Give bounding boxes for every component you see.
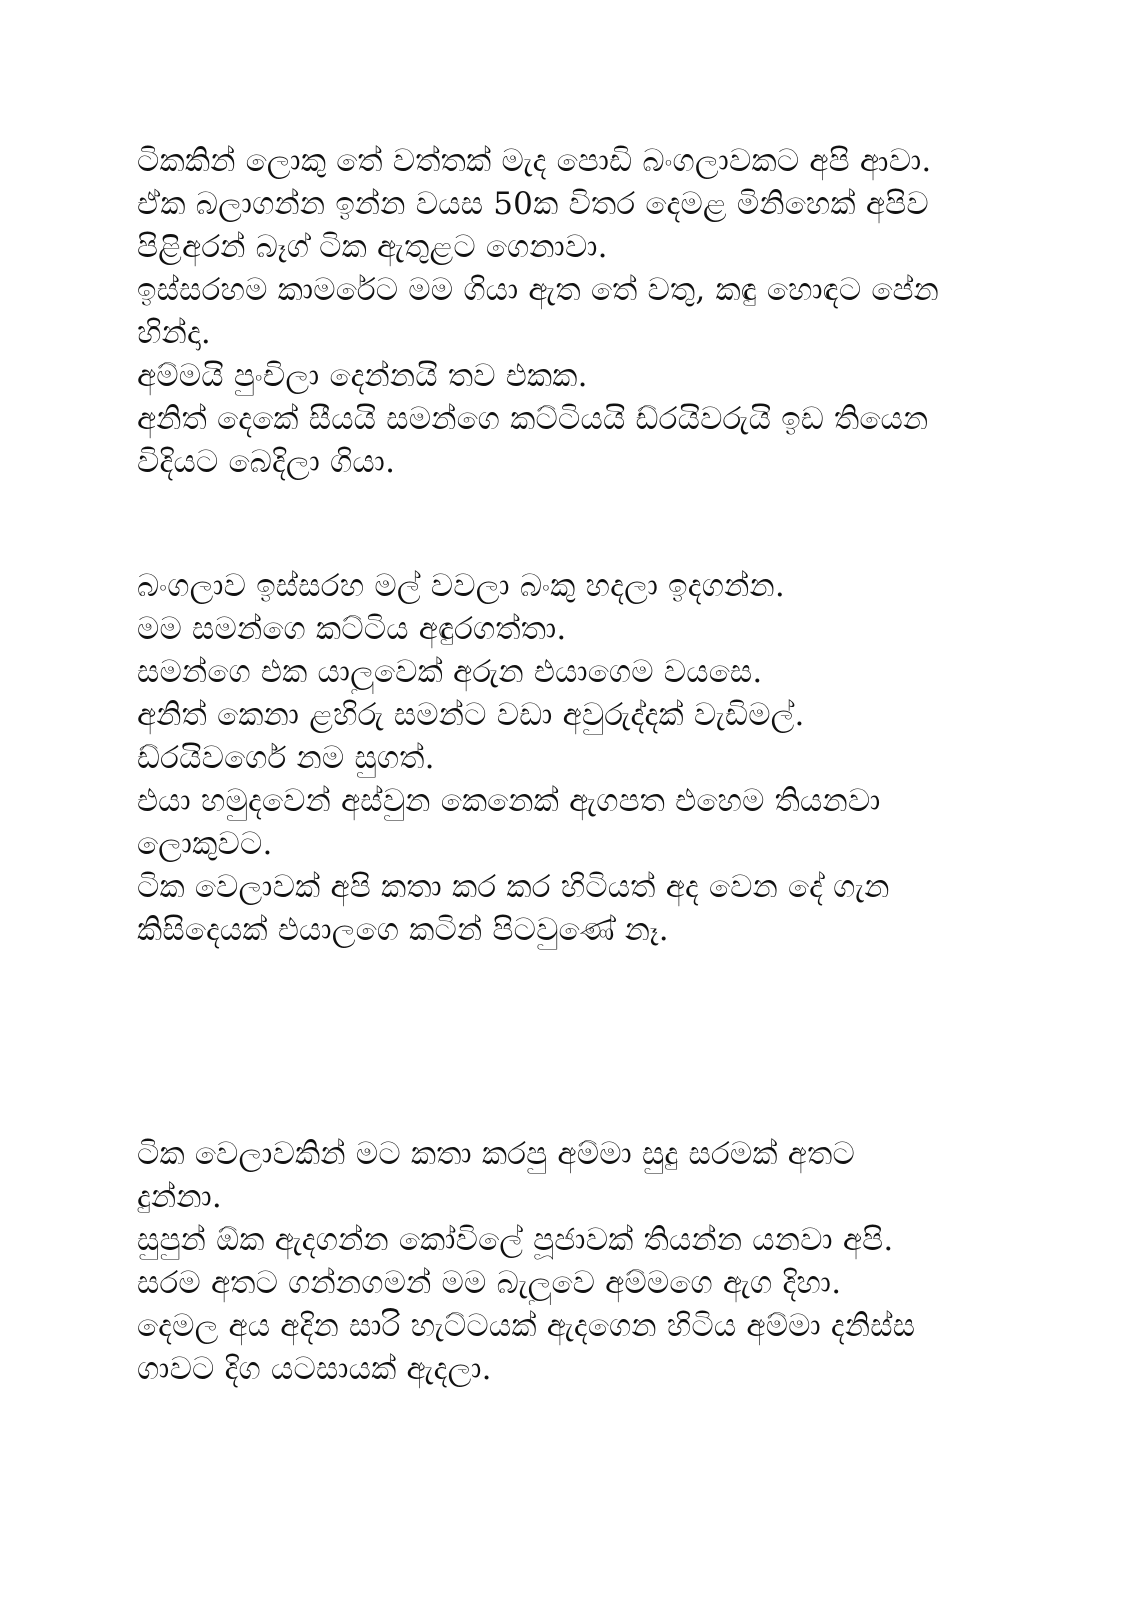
text-line: අනිත් කෙනා ළහිරු සමන්ට වඩා අවුරුද්දක් වැඩිමල්. [137,697,805,733]
text-line: ටික වෙලාවකින් මට කතා කරපු අම්මා සුදු සරමක් අතට [137,1136,855,1172]
paragraph [137,140,1017,484]
text-line: ඉස්සරහම කාමරේට මම ගියා ඇත තේ වතු, කඳු හොඳට පේන [137,272,940,308]
text-line: දෙමල අය අදින සාරි හැට්ටයක් ඇදගෙන හිටිය අම්මා දනිස්ස [137,1308,916,1344]
text-line: එයා හමුදවෙන් අස්වුන කෙනෙක් ඇගපත එහෙම තියනවා [137,783,881,819]
text-line: ටික වෙලාවක් අපි කතා කර කර හිටියත් අද වෙන දේ ගැන [137,869,890,905]
paragraph [137,1133,1017,1391]
text-line: සමන්ගෙ එක යාලුවෙක් අරුන එයාගෙම වයසෙ. [137,654,763,690]
text-line: විදියට බෙදිලා ගියා. [137,444,396,480]
text-line: ටිකකින් ලොකු තේ වත්තක් මැද පොඩි බංගලාවකට අපි ආවා. [137,143,932,179]
text-line: බංගලාව ඉස්සරහ මල් වවලා බංකු හදලා ඉදගන්න. [137,568,785,604]
text-line: අම්මයි පුංචිලා දෙන්නයි තව එකක. [137,358,588,394]
text-line: පිළිඅරන් බෑග් ටික ඇතුළට ගෙනාවා. [137,229,608,265]
text-line: හින්දා. [137,315,211,351]
text-line: අනිත් දෙකේ සීයයි සමන්ගෙ කට්ටියයි ඩ්රයිවරුයි ඉඩ තියෙන [137,401,929,437]
text-line: සරම අතට ගන්නගමන් මම බැලුවෙ අම්මගෙ ඇග දිහා. [137,1265,842,1301]
text-line: කිසිදෙයක් එයාලගෙ කටින් පිටවුණේ නෑ. [137,912,669,948]
text-line: ඒක බලාගන්න ඉන්න වයස 50ක විතර දෙමළ මිනිහෙක් අපිව [137,186,929,222]
text-line: ගාවට දිග යටසායක් ඇදලා. [137,1351,492,1387]
text-line: සුපුන් ඕක ඇදගන්න කෝවිලේ පූජාවක් තියන්න යනවා අපි. [137,1222,894,1258]
paragraph [137,565,1017,952]
text-line: ඩ්රයිවගෙර් නම සුගත්. [137,740,435,776]
text-line: දුන්නා. [137,1179,222,1215]
text-line: මම සමන්ගෙ කට්ටිය අඳුරගත්තා. [137,611,567,647]
text-line: ලොකුවට. [137,826,273,862]
